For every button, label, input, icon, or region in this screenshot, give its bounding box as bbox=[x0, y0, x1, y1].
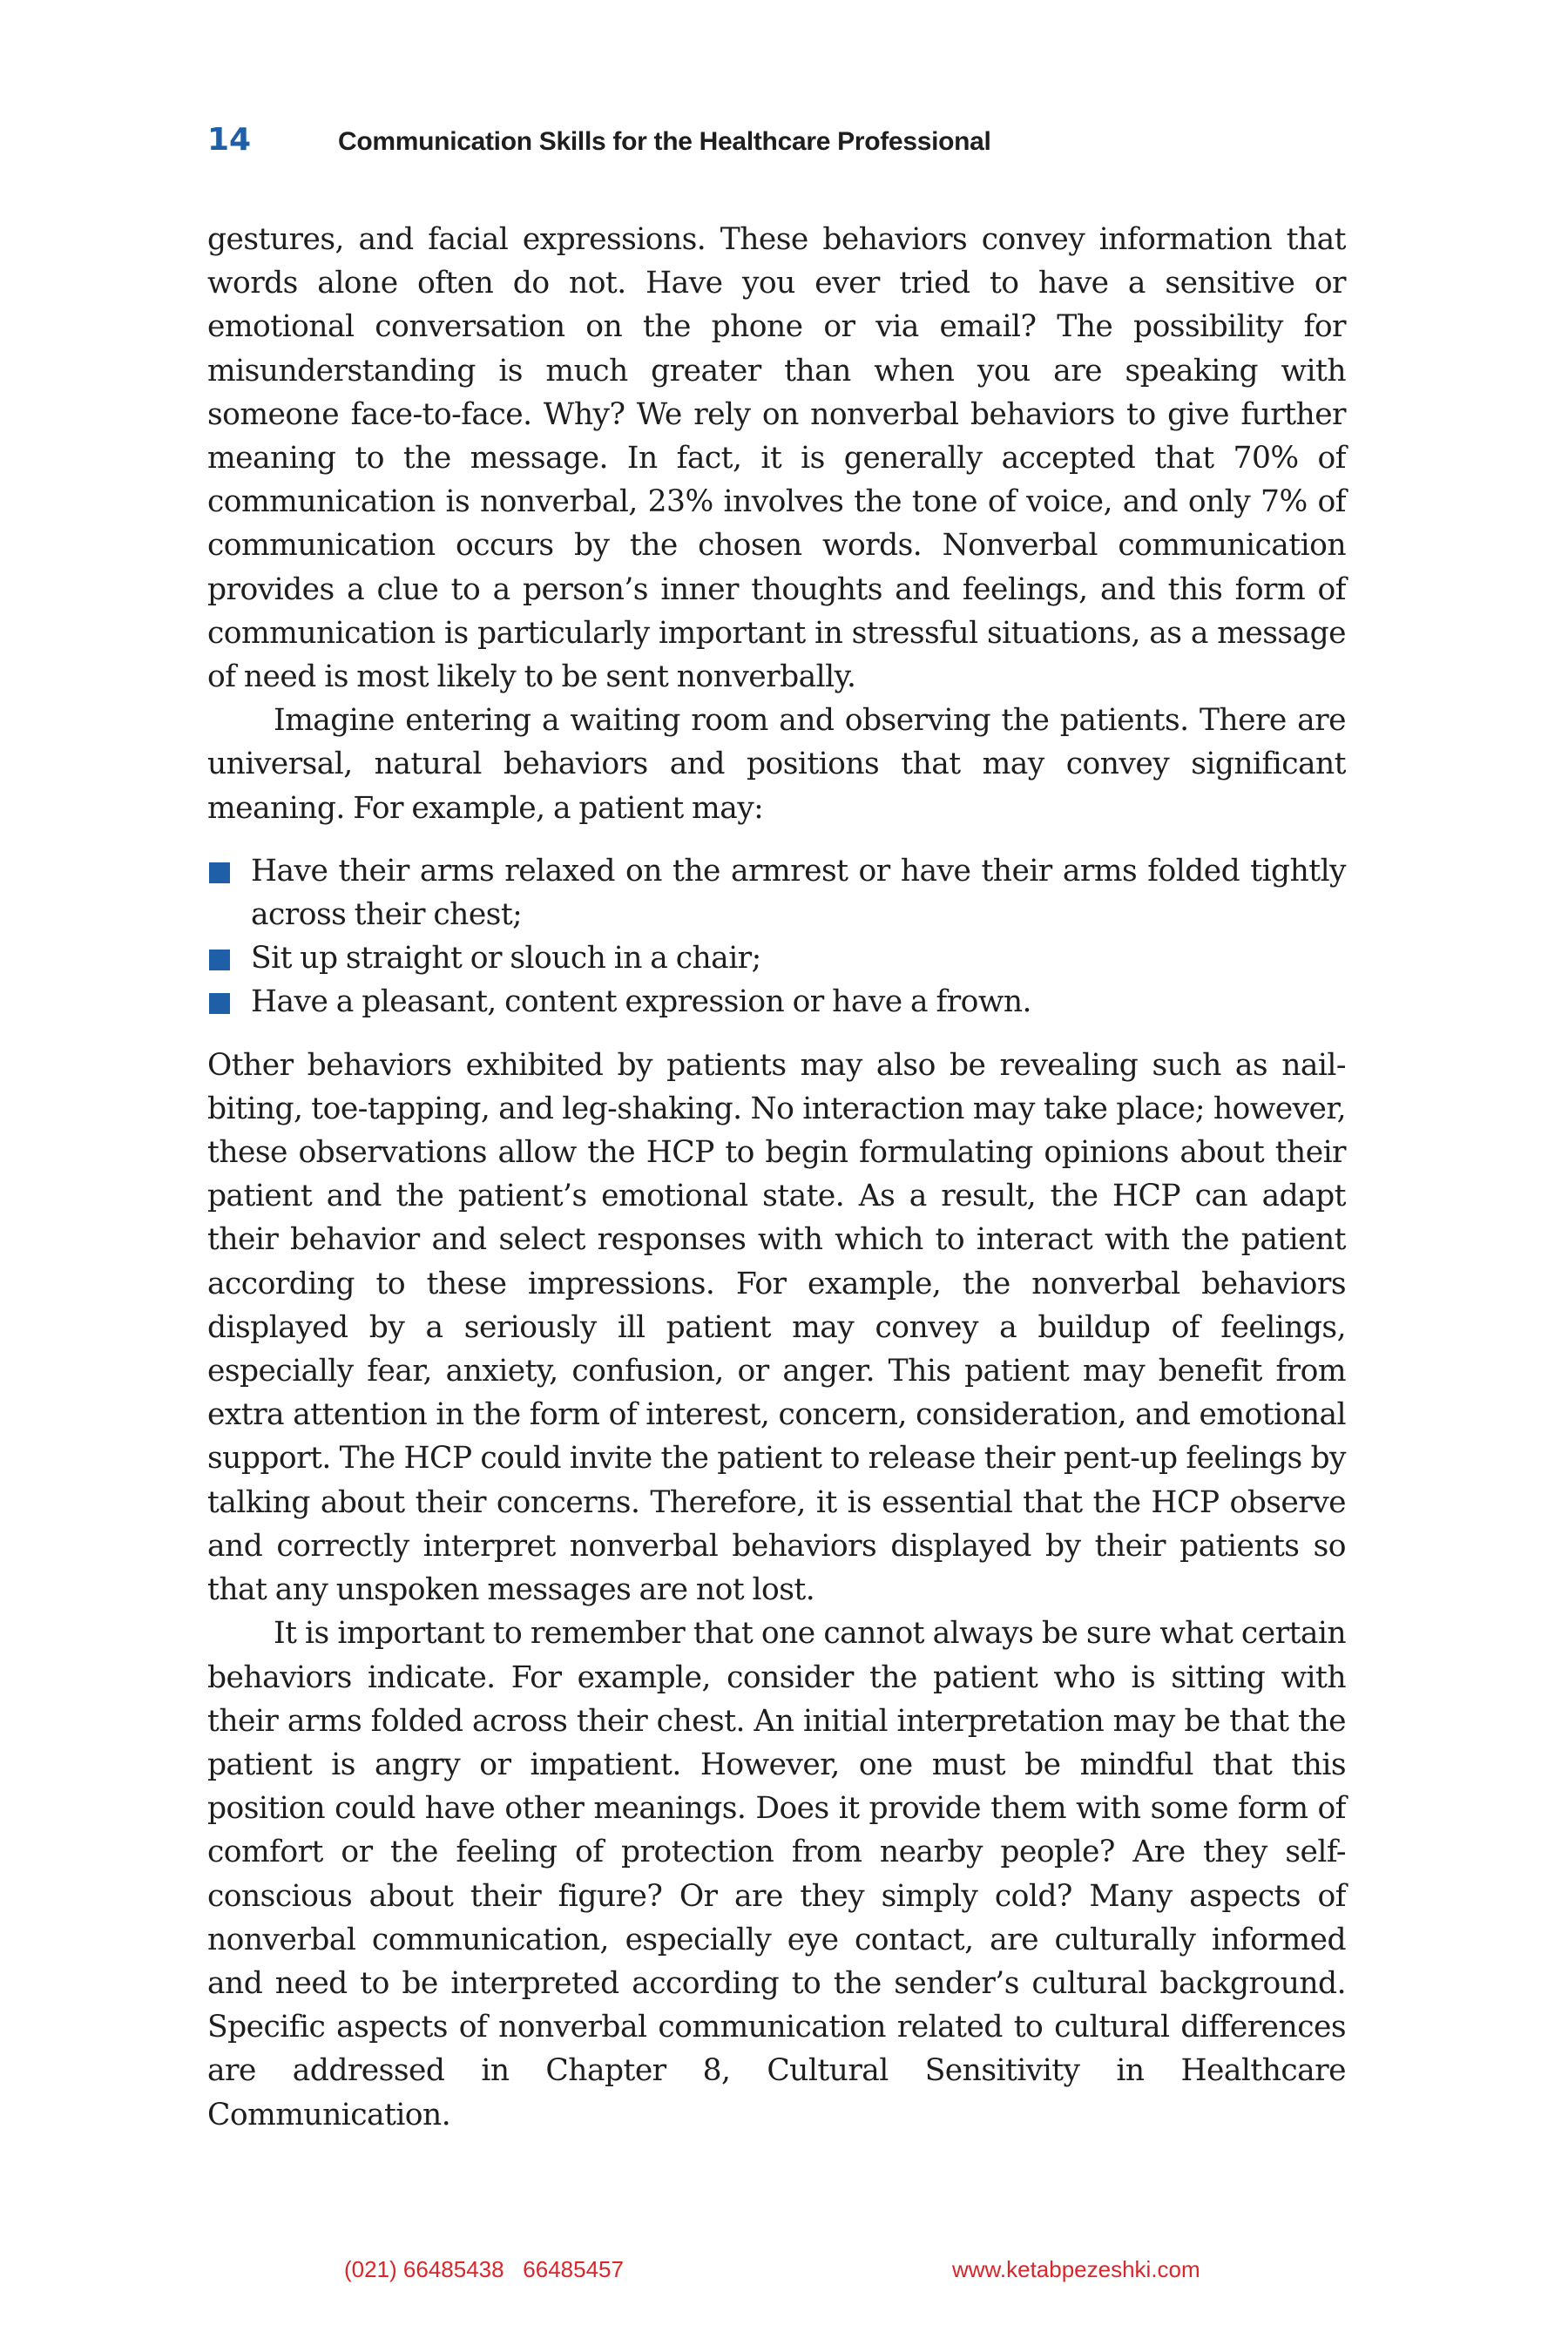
running-title: Communication Skills for the Healthcare Professional bbox=[338, 127, 991, 156]
paragraph: gestures, and facial expressions. These behaviors convey information that words alone often do not. Have you ever tried to have a sensitive or emotional conversation on the phone or via email? The possibility for misunderstanding is much greater than when you are speaking with someone face-to-face. Why? We rely on nonverbal behaviors to give further meaning to the message. In fact, it is generally accepted that 70% of communication is nonverbal, 23% involves the tone of voice, and only 7% of communication occurs by the chosen words. Nonverbal communication provides a clue to a person’s inner thoughts and feelings, and this form of communication is particularly important in stressful situations, as a message of need is most likely to be sent nonverbally. bbox=[207, 222, 1346, 695]
paragraph: Imagine entering a waiting room and observing the patients. There are universal, natural behaviors and positions that may convey significant meaning. For example, a patient may: bbox=[207, 703, 1346, 826]
list-item bbox=[207, 980, 1346, 1024]
footer-website-link[interactable]: www.ketabpezeshki.com bbox=[952, 2256, 1200, 2282]
list-item bbox=[207, 849, 1346, 936]
list-item-text: Sit up straight or slouch in a chair; bbox=[251, 941, 761, 977]
paragraph: Other behaviors exhibited by patients may also be revealing such as nail-biting, toe-tapping, and leg-shaking. No interaction may take place; however, these observations allow the HCP to begin formulating opinions about their patient and the patient’s emotional state. As a result, the HCP can adapt their behavior and select responses with which to interact with the patient according to these impressions. For example, the nonverbal behaviors displayed by a seriously ill patient may convey a buildup of feelings, especially fear, anxiety, confusion, or anger. This patient may benefit from extra attention in the form of interest, concern, consideration, and emotional support. The HCP could invite the patient to release their pent-up feelings by talking about their concerns. Therefore, it is essential that the HCP observe and correctly interpret nonverbal behaviors displayed by their patients so that any unspoken messages are not lost. bbox=[207, 1047, 1346, 1608]
bullet-list bbox=[207, 849, 1346, 1024]
paragraph: It is important to remember that one cannot always be sure what certain behaviors indicate. For example, consider the patient who is sitting with their arms folded across their chest. An initial interpretation may be that the patient is angry or impatient. However, one must be mindful that this position could have other meanings. Does it provide them with some form of comfort or the feeling of protection from nearby people? Are they self-conscious about their figure? Or are they simply cold? Many aspects of nonverbal communication, especially eye contact, are culturally informed and need to be interpreted according to the sender’s cultural background. Specific aspects of nonverbal communication related to cultural differences are addressed in Chapter 8, Cultural Sensitivity in Healthcare Communication. bbox=[207, 1616, 1346, 2132]
list-item bbox=[207, 936, 1346, 980]
square-bullet-icon bbox=[209, 993, 230, 1014]
list-item-text: Have a pleasant, content expression or have a frown. bbox=[251, 984, 1031, 1020]
list-item-text: Have their arms relaxed on the armrest or have their arms folded tightly across their chest; bbox=[251, 853, 1346, 933]
footer-phone: (021) 66485438 66485457 bbox=[344, 2256, 624, 2282]
square-bullet-icon bbox=[209, 950, 230, 970]
running-header bbox=[207, 122, 1357, 174]
page-footer bbox=[0, 2256, 1568, 2291]
square-bullet-icon bbox=[209, 862, 230, 883]
body-text bbox=[207, 218, 1346, 2137]
page-number: 14 bbox=[207, 122, 252, 158]
